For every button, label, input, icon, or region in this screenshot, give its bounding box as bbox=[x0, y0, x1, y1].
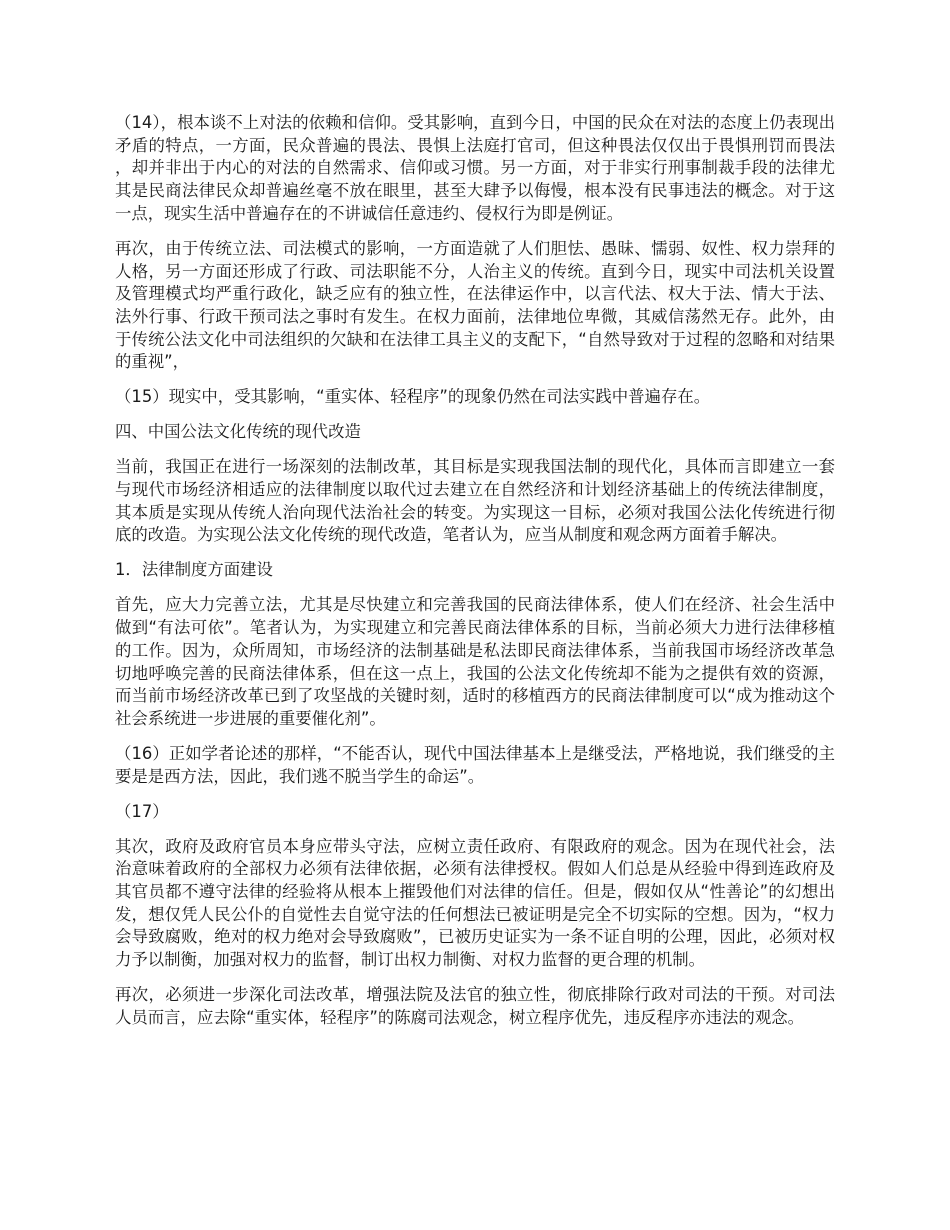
paragraph-continuation-14: （14），根本谈不上对法的依赖和信仰。受其影响，直到今日，中国的民众在对法的态度上仍表现出矛盾的特点，一方面，民众普遍的畏法、畏惧上法庭打官司，但这种畏法仅仅出于畏惧刑罚而畏法，却并非出于内心的对法的自然需求、信仰或习惯。另一方面，对于非实行刑事制裁手段的法律尤其是民商法律民众却普遍丝毫不放在眼里，甚至大肆予以侮慢，根本没有民事违法的概念。对于这一点，现实生活中普遍存在的不讲诚信任意违约、侵权行为即是例证。 bbox=[115, 113, 835, 223]
paragraph-legislation: 首先，应大力完善立法，尤其是尽快建立和完善我国的民商法律体系，使人们在经济、社会生活中做到“有法可依”。笔者认为，为实现建立和完善民商法律体系的目标，当前必须大力进行法律移植的工作。因为，众所周知，市场经济的法制基础是私法即民商法律体系，当前我国市场经济改革急切地呼唤完善的民商法律体系，但在这一点上，我国的公法文化传统却不能为之提供有效的资源，而当前市场经济改革已到了攻坚战的关键时刻，适时的移植西方的民商法律制度可以“成为推动这个社会系统进一步进展的重要催化剂”。 bbox=[115, 595, 835, 728]
paragraph-judicial-tradition: 再次，由于传统立法、司法模式的影响，一方面造就了人们胆怯、愚昧、懦弱、奴性、权力崇拜的人格，另一方面还形成了行政、司法职能不分，人治主义的传统。直到今日，现实中司法机关设置及管理模式均严重行政化，缺乏应有的独立性，在法律运作中，以言代法、权大于法、情大于法、法外行事、行政干预司法之事时有发生。在权力面前，法律地位卑微，其威信荡然无存。此外，由于传统公法文化中司法组织的欠缺和在法律工具主义的支配下，“自然导致对于过程的忽略和对结果的重视”， bbox=[115, 238, 835, 372]
document-page bbox=[115, 112, 835, 1042]
paragraph-note-15: （15）现实中，受其影响，“重实体、轻程序”的现象仍然在司法实践中普遍存在。 bbox=[115, 387, 711, 407]
paragraph-note-16: （16）正如学者论述的那样，“不能否认，现代中国法律基本上是继受法，严格地说，我们继受的主要是是西方法，因此，我们逃不脱当学生的命运”。 bbox=[115, 743, 835, 786]
section-heading-4: 四、中国公法文化传统的现代改造 bbox=[115, 422, 361, 442]
paragraph-note-17: （17） bbox=[115, 801, 169, 821]
subsection-heading-1: 1．法律制度方面建设 bbox=[115, 560, 273, 580]
paragraph-government-law: 其次，政府及政府官员本身应带头守法，应树立责任政府、有限政府的观念。因为在现代社会，法治意味着政府的全部权力必须有法律依据，必须有法律授权。假如人们总是从经验中得到连政府及其官员都不遵守法律的经验将从根本上摧毁他们对法律的信任。但是，假如仅从“性善论”的幻想出发，想仅凭人民公仆的自觉性去自觉守法的任何想法已被证明是完全不切实际的空想。因为，“权力会导致腐败，绝对的权力绝对会导致腐败”，已被历史证实为一条不证自明的公理，因此，必须对权力予以制衡，加强对权力的监督，制订出权力制衡、对权力监督的更合理的机制。 bbox=[115, 836, 835, 970]
paragraph-judicial-reform: 再次，必须进一步深化司法改革，增强法院及法官的独立性，彻底排除行政对司法的干预。对司法人员而言，应去除“重实体，轻程序”的陈腐司法观念，树立程序优先，违反程序亦违法的观念。 bbox=[115, 985, 835, 1027]
paragraph-reform-goal: 当前，我国正在进行一场深刻的法制改革，其目标是实现我国法制的现代化，具体而言即建立一套与现代市场经济相适应的法律制度以取代过去建立在自然经济和计划经济基础上的传统法律制度，其本质是实现从传统人治向现代法治社会的转变。为实现这一目标，必须对我国公法化传统进行彻底的改造。为实现公法文化传统的现代改造，笔者认为，应当从制度和观念两方面着手解决。 bbox=[115, 457, 835, 545]
